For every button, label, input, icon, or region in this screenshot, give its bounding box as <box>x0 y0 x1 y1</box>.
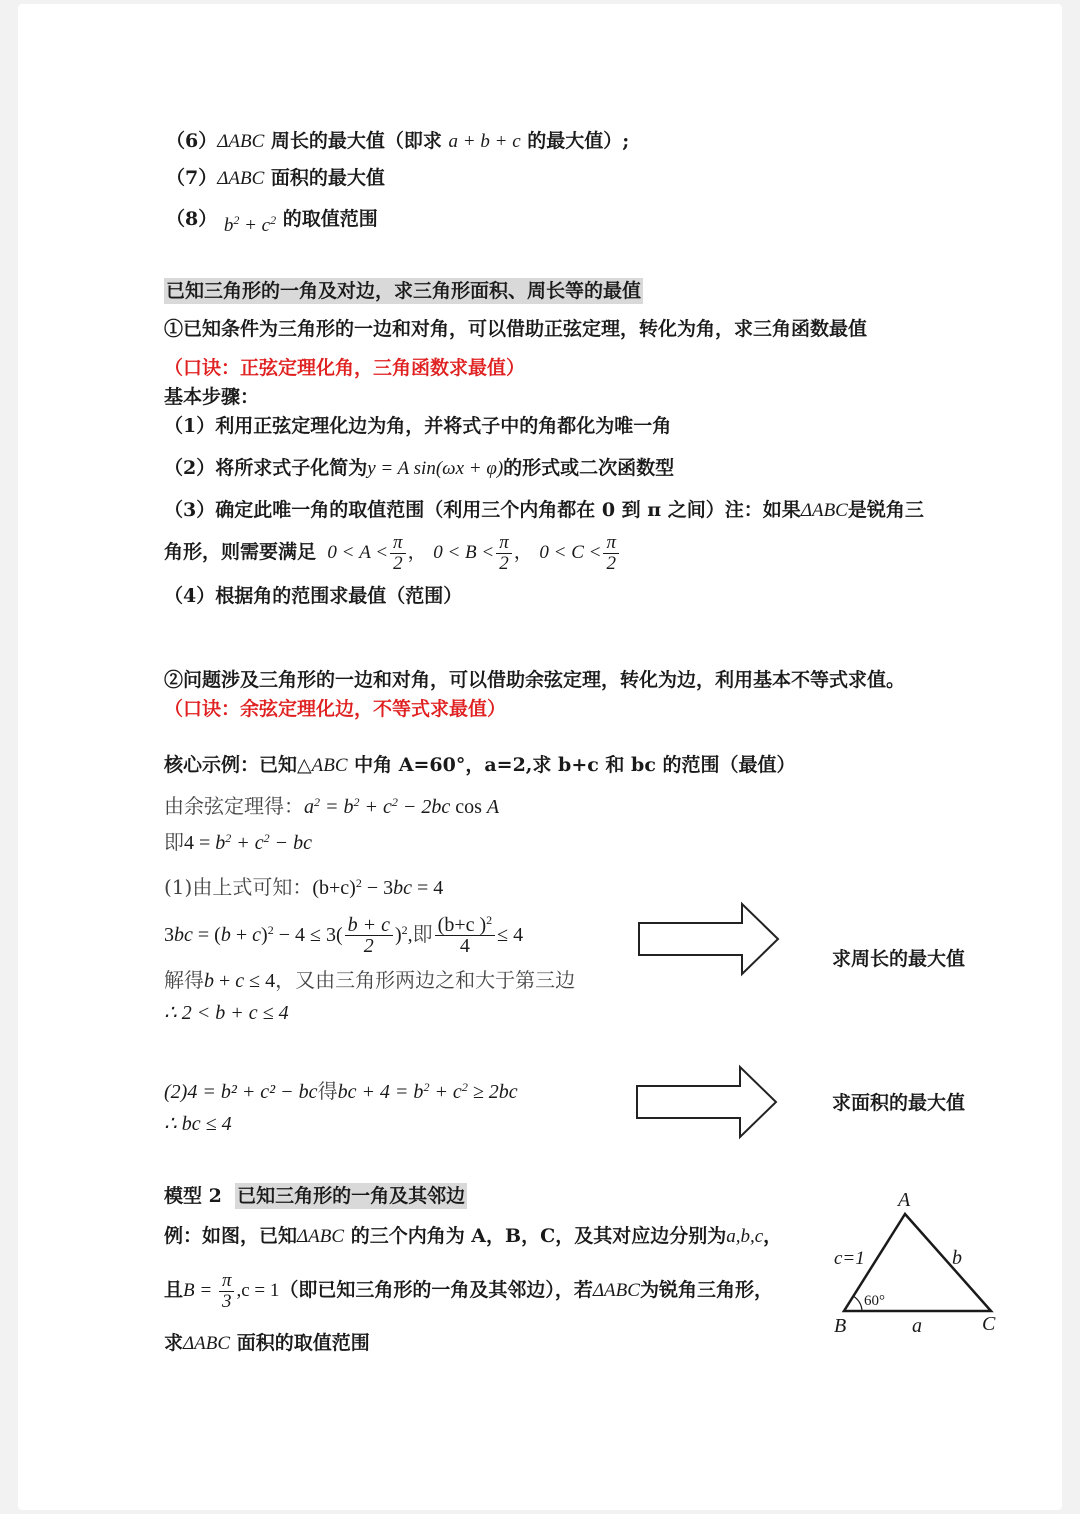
vertex-c-label: C <box>982 1313 996 1335</box>
side-c-label: c=1 <box>834 1248 865 1269</box>
vertex-b-label: B <box>834 1315 847 1337</box>
frac-pi-over-2: $\frac{\pi}{2}$ <box>390 533 406 574</box>
reduced-equation: 即$4 = b^2 + c^2$ − bc <box>164 830 313 854</box>
area-max-label: 求面积的最大值 <box>832 1092 966 1114</box>
frac-sum-squared-over-4: $\frac{(b+c )^2}{4}$ <box>435 915 495 956</box>
part-1-line: (1)由上式可知：$(b+c)^2 - 3bc = 4$ <box>164 875 444 899</box>
cosine-law-line: 由余弦定理得：$a^2 = b^2 + c^2 - 2bc$ cos A <box>164 794 500 818</box>
method-1: ①已知条件为三角形的一边和对角，可以借助正弦定理，转化为角，求三角函数最值 <box>164 318 868 340</box>
step-2: （2）将所求式子化简为y = A sin(ωx + φ)的形式或二次函数型 <box>164 457 675 479</box>
document-page <box>18 4 1062 1510</box>
step-1: （1）利用正弦定理化边为角，并将式子中的角都化为唯一角 <box>164 415 672 437</box>
item-8: （8） $b^2 + c^2$ 的取值范围 <box>166 208 378 236</box>
solve-line: 解得b + c ≤ 4，又由三角形两边之和大于第三边 <box>164 968 576 992</box>
model-2-condition: 且B = $\frac{\pi}{3}$ ,c = 1（即已知三角形的一角及其邻边），若ΔABC为锐角三角形， <box>164 1269 773 1312</box>
acute-condition-b: 0 < B < <box>433 542 495 563</box>
side-a-label: a <box>912 1315 922 1337</box>
conclusion-2: ∴ bc ≤ 4 <box>164 1113 232 1135</box>
step-3: （3）确定此唯一角的取值范围（利用三个内角都在 0 到 π 之间）注：如果ΔABC是锐角三 <box>164 499 924 521</box>
frac-b-plus-c-over-2: $\frac{b + c}{2}$ <box>345 915 393 956</box>
angle-arc <box>853 1296 862 1311</box>
inequality-line: $3bc = (b + c)^2 - 4 \le 3$( $\frac{b + c}{2}$ )$^2$,即 $\frac{(b+c )^2}{4}$ ≤ 4 <box>164 913 524 957</box>
angle-label: 60° <box>864 1293 885 1309</box>
acute-condition-c: 0 < C < <box>539 542 602 563</box>
triangle-figure <box>818 1184 1018 1344</box>
mnemonic-2: （口诀：余弦定理化边，不等式求最值） <box>164 698 507 720</box>
frac-pi-over-2: $\frac{\pi}{2}$ <box>603 533 619 574</box>
mnemonic-1: （口诀：正弦定理化角，三角函数求最值） <box>164 357 526 379</box>
arrow-right-icon <box>636 901 782 977</box>
arrow-right-icon <box>634 1064 780 1140</box>
vertex-a-label: A <box>898 1189 911 1211</box>
section-heading: 已知三角形的一角及对边，求三角形面积、周长等的最值 <box>166 280 642 302</box>
acute-condition-a: 0 < A < <box>322 542 389 563</box>
example-title: 核心示例：已知△ABC 中角 A=60°，a=2,求 b+c 和 bc 的范围（最值） <box>164 754 796 776</box>
frac-pi-over-3: $\frac{\pi}{3}$ <box>219 1271 235 1312</box>
formula-b2-plus-c2: $b^2 + c^2$ <box>223 213 277 236</box>
perimeter-max-label: 求周长的最大值 <box>832 948 966 970</box>
frac-pi-over-2: $\frac{\pi}{2}$ <box>496 533 512 574</box>
part-2-line: (2)4 = b² + c² − bc得bc + $4 = b^2 + c^2 \ge 2bc$ <box>164 1079 518 1103</box>
side-b-label: b <box>952 1247 962 1269</box>
model-2-heading: 模型 2 已知三角形的一角及其邻边 <box>164 1185 466 1207</box>
step-3-cont: 角形，则需要满足 0 < A < $\frac{\pi}{2}$ ， 0 < B < $\frac{\pi}{2}$ ， 0 < C < $\frac{\pi}{2}$ <box>164 530 621 575</box>
steps-title: 基本步骤： <box>164 386 260 408</box>
conclusion-1: ∴ 2 < b + c ≤ 4 <box>164 1002 289 1024</box>
step-4: （4）根据角的范围求最值（范围） <box>164 585 463 607</box>
item-6: （6）ΔABC 周长的最大值（即求 a + b + c 的最大值）; <box>166 130 630 152</box>
model-2-question: 求ΔABC 面积的取值范围 <box>164 1332 370 1354</box>
item-7: （7）ΔABC 面积的最大值 <box>166 167 385 189</box>
model-2-example: 例：如图，已知ΔABC 的三个内角为 A，B，C，及其对应边分别为a,b,c， <box>164 1225 783 1247</box>
method-2: ②问题涉及三角形的一边和对角，可以借助余弦定理，转化为边，利用基本不等式求值。 <box>164 669 906 691</box>
